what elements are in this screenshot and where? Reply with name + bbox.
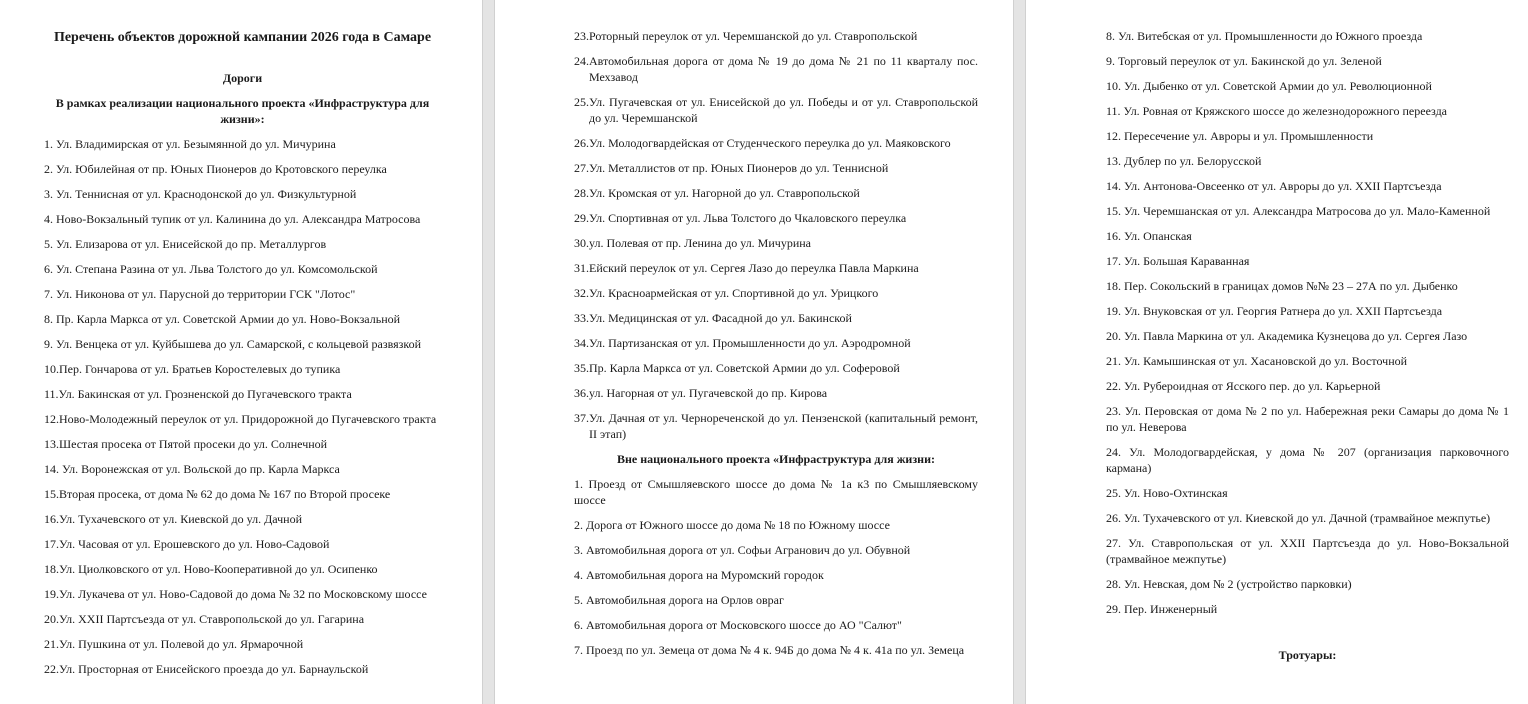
list-item: 3. Автомобильная дорога от ул. Софьи Агранович до ул. Обувной [574,543,911,557]
list-item: 32.Ул. Красноармейская от ул. Спортивной до ул. Урицкого [574,286,879,300]
list-item: 6. Ул. Степана Разина от ул. Льва Толстого до ул. Комсомольской [44,262,378,276]
list-item: 29.Ул. Спортивная от ул. Льва Толстого до Чкаловского переулка [574,211,907,225]
document-page-2 [495,0,1013,704]
list-item: 22. Ул. Рубероидная от Ясского пер. до ул. Карьерной [1106,379,1381,393]
list-item: 15.Вторая просека, от дома № 62 до дома № 167 по Второй просеке [44,487,391,501]
list-item: 13.Шестая просека от Пятой просеки до ул. Солнечной [44,437,328,451]
list-item: 9. Ул. Венцека от ул. Куйбышева до ул. Самарской, с кольцевой развязкой [44,337,422,351]
national-project-list-part-1 [44,136,441,677]
list-item: 14. Ул. Воронежская от ул. Вольской до пр. Карла Маркса [44,462,340,476]
list-item: 11.Ул. Бакинская от ул. Грозненской до Пугачевского тракта [44,387,352,401]
page-separator [482,0,495,704]
list-item: 31.Ейский переулок от ул. Сергея Лазо до переулка Павла Маркина [574,261,919,275]
page-content [574,28,978,667]
list-item: 20.Ул. XXII Партсъезда от ул. Ставропольской до ул. Гагарина [44,612,365,626]
list-item: 28.Ул. Кромская от ул. Нагорной до ул. Ставропольской [574,186,860,200]
list-item: 12.Ново-Молодежный переулок от ул. Придорожной до Пугачевского тракта [44,412,437,426]
list-item: 9. Торговый переулок от ул. Бакинской до ул. Зеленой [1106,54,1382,68]
list-item: 28. Ул. Невская, дом № 2 (устройство парковки) [1106,577,1352,591]
list-item: 13. Дублер по ул. Белорусской [1106,154,1262,168]
list-item: 5. Ул. Елизарова от ул. Енисейской до пр. Металлургов [44,237,327,251]
list-item: 37.Ул. Дачная от ул. Чернореченской до ул. Пензенской (капитальный ремонт, II этап) [574,411,978,441]
list-item: 6. Автомобильная дорога от Московского шоссе до АО "Салют" [574,618,902,632]
list-item: 10. Ул. Дыбенко от ул. Советской Армии до ул. Революционной [1106,79,1432,93]
list-item: 12. Пересечение ул. Авроры и ул. Промышленности [1106,129,1374,143]
list-item: 26. Ул. Тухачевского от ул. Киевской до ул. Дачной (трамвайное межпутье) [1106,511,1491,525]
page-content [1106,28,1509,663]
list-item: 16. Ул. Опанская [1106,229,1192,243]
subsection-heading-national-project: В рамках реализации национального проекта «Инфраструктура для жизни»: [55,96,430,126]
list-item: 25.Ул. Пугачевская от ул. Енисейской до ул. Победы и от ул. Ставропольской до ул. Черемшанской [574,95,978,125]
list-item: 19.Ул. Лукачева от ул. Ново-Садовой до дома № 32 по Московскому шоссе [44,587,427,601]
list-item: 21.Ул. Пушкина от ул. Полевой до ул. Ярмарочной [44,637,304,651]
section-heading-roads: Дороги [222,71,263,85]
list-item: 29. Пер. Инженерный [1106,602,1218,616]
list-item: 30.ул. Полевая от пр. Ленина до ул. Мичурина [574,236,811,250]
page-separator [1013,0,1026,704]
list-item: 33.Ул. Медицинская от ул. Фасадной до ул. Бакинской [574,311,852,325]
list-item: 15. Ул. Черемшанская от ул. Александра Матросова до ул. Мало-Каменной [1106,204,1491,218]
list-item: 23. Ул. Перовская от дома № 2 по ул. Набережная реки Самары до дома № 1 по ул. Неверова [1106,404,1509,434]
list-item: 14. Ул. Антонова-Овсеенко от ул. Авроры до ул. XXII Партсъезда [1106,179,1442,193]
list-item: 20. Ул. Павла Маркина от ул. Академика Кузнецова до ул. Сергея Лазо [1106,329,1468,343]
list-item: 3. Ул. Теннисная от ул. Краснодонской до ул. Физкультурной [44,187,357,201]
list-item: 19. Ул. Внуковская от ул. Георгия Ратнера до ул. XXII Партсъезда [1106,304,1443,318]
national-project-list-part-2 [574,28,978,442]
list-item: 10.Пер. Гончарова от ул. Братьев Коростелевых до тупика [44,362,341,376]
list-item: 27. Ул. Ставропольская от ул. XXII Партсъезда до ул. Ново-Вокзальной (трамвайное межпутье) [1106,536,1509,566]
list-item: 4. Ново-Вокзальный тупик от ул. Калинина до ул. Александра Матросова [44,212,421,226]
list-item: 24. Ул. Молодогвардейская, у дома № 207 (организация парковочного кармана) [1106,445,1509,475]
document-title: Перечень объектов дорожной кампании 2026 года в Самаре [53,30,432,45]
list-item: 8. Пр. Карла Маркса от ул. Советской Армии до ул. Ново-Вокзальной [44,312,401,326]
list-item: 7. Проезд по ул. Земеца от дома № 4 к. 94Б до дома № 4 к. 41а по ул. Земеца [574,643,965,657]
list-item: 24.Автомобильная дорога от дома № 19 до дома № 21 по 11 кварталу пос. Мехзавод [574,54,978,84]
list-item: 2. Дорога от Южного шоссе до дома № 18 по Южному шоссе [574,518,890,532]
subsection-heading-outside-project: Вне национального проекта «Инфраструктура для жизни: [616,452,935,466]
list-item: 17.Ул. Часовая от ул. Ерошевского до ул. Ново-Садовой [44,537,330,551]
outside-project-list-part-1 [574,476,978,658]
list-item: 22.Ул. Просторная от Енисейского проезда до ул. Барнаульской [44,662,369,676]
list-item: 25. Ул. Ново-Охтинская [1106,486,1228,500]
list-item: 1. Ул. Владимирская от ул. Безымянной до ул. Мичурина [44,137,336,151]
list-item: 18.Ул. Циолковского от ул. Ново-Кооперативной до ул. Осипенко [44,562,378,576]
list-item: 18. Пер. Сокольский в границах домов №№ 23 – 27А по ул. Дыбенко [1106,279,1458,293]
outside-project-list-part-2 [1106,28,1509,617]
list-item: 26.Ул. Молодогвардейская от Студенческого переулка до ул. Маяковского [574,136,951,150]
list-item: 35.Пр. Карла Маркса от ул. Советской Армии до ул. Соферовой [574,361,900,375]
document-page-1 [0,0,482,704]
list-item: 2. Ул. Юбилейная от пр. Юных Пионеров до Кротовского переулка [44,162,387,176]
list-item: 17. Ул. Большая Караванная [1106,254,1250,268]
list-item: 27.Ул. Металлистов от пр. Юных Пионеров до ул. Теннисной [574,161,889,175]
list-item: 11. Ул. Ровная от Кряжского шоссе до железнодорожного переезда [1106,104,1447,118]
list-item: 34.Ул. Партизанская от ул. Промышленности до ул. Аэродромной [574,336,911,350]
list-item: 7. Ул. Никонова от ул. Парусной до территории ГСК "Лотос" [44,287,356,301]
list-item: 36.ул. Нагорная от ул. Пугачевской до пр. Кирова [574,386,828,400]
section-heading-sidewalks: Тротуары: [1278,648,1337,662]
list-item: 4. Автомобильная дорога на Муромский городок [574,568,824,582]
document-page-3 [1026,0,1528,704]
list-item: 16.Ул. Тухачевского от ул. Киевской до ул. Дачной [44,512,303,526]
list-item: 5. Автомобильная дорога на Орлов овраг [574,593,784,607]
list-item: 21. Ул. Камышинская от ул. Хасановской до ул. Восточной [1106,354,1408,368]
list-item: 23.Роторный переулок от ул. Черемшанской до ул. Ставропольской [574,29,918,43]
list-item: 8. Ул. Витебская от ул. Промышленности до Южного проезда [1106,29,1423,43]
page-content [44,28,441,686]
list-item: 1. Проезд от Смышляевского шоссе до дома № 1а к3 по Смышляевскому шоссе [574,477,978,507]
